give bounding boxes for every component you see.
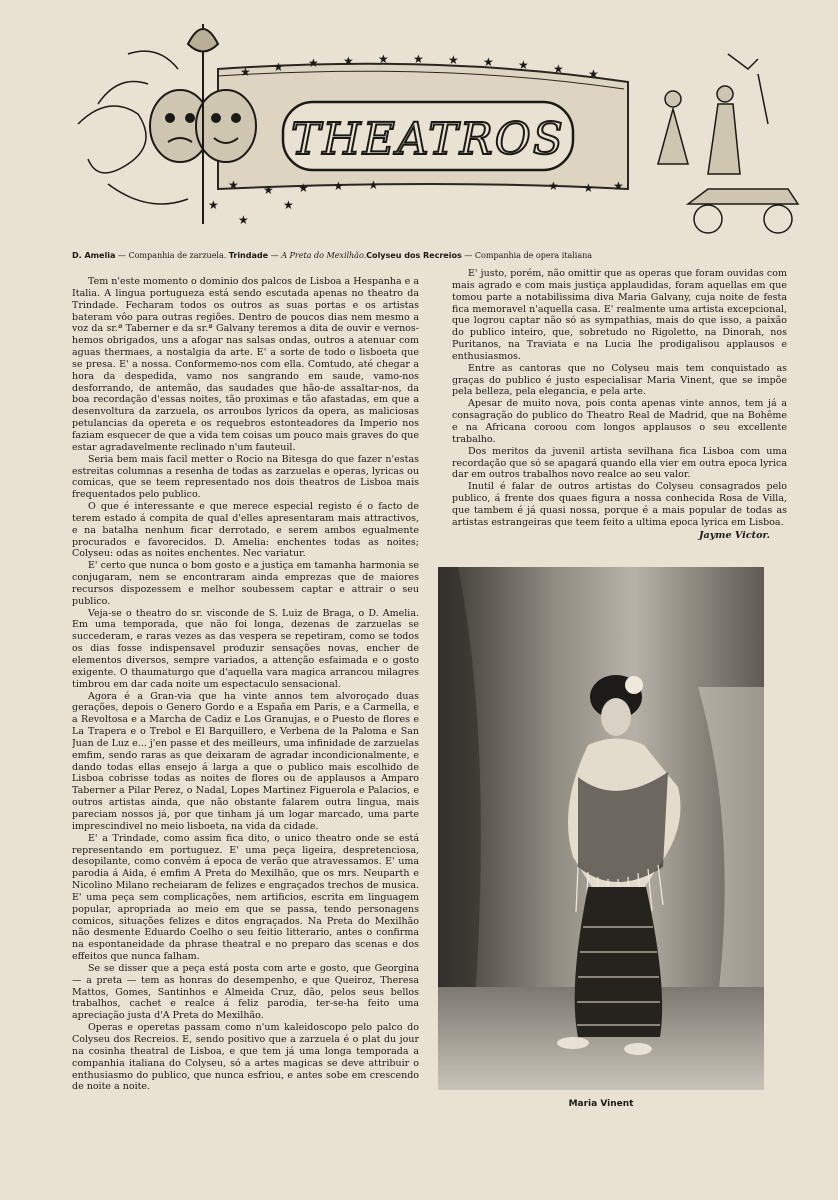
subhead-colyseu: Colyseu dos Recreios [366, 250, 462, 260]
article-paragraph: Operas e operetas passam como n'um kaleidoscopo pelo palco do Colyseu dos Recreios. E, sendo positivo que a zarzuela é o plat du jour na cosinha theatral de Lisboa, e que tem já uma longa temporada a companhia italiana do Colyseu, só a artes magicas se deve attribuir o enthusiasmo do publico, que nunca esfriou, e antes sobe em crescendo de noite a noite. [72, 1022, 419, 1093]
article-paragraph: Agora é a Gran-via que ha vinte annos tem alvoroçado duas gerações, depois o Genero Gordo e a España em Paris, e a Carmella, e a Revoltosa e a Marcha de Cadiz e Los Granujas, e o Puesto de flores e La Trapera e o Trebol e El Barquillero, e Verbena de la Paloma e San Juan de Luz e... j'en passe et des meilleurs, uma infinidade de zarzuelas emfim, sendo raras as que deixaram de agradar incondicionalmente, e dando todas ellas ensejo á larga a que o publico mais escolhido de Lisboa cobrisse todas as noites de flores ou de applausos a Amparo Taberner a Pilar Perez, o Nadal, Lopes Martinez Figuerola e Palacios, e outros artistas ainda, que não obstante falarem outra lingua, mais pareciam nossos já, por que tinham já um logar marcado, uma parte imprescindivel no meio lisboeta, na vida da cidade. [72, 690, 419, 832]
svg-text:★: ★ [238, 213, 249, 227]
svg-text:★: ★ [413, 52, 424, 66]
article-paragraph: E' justo, porém, não omittir que as operas que foram ouvidas com mais agrado e com mais justiça applaudidas, foram aquellas em que tomou parte a notabilissima diva Maria Galvany, cuja noite de festa fica memoravel n'aquella casa. E' realmente uma artista excepcional, que logrou captar não só as sympathias, mais do que isso, a paixão do publico inteiro, que, sobretudo no Rigoletto, na Dinorah, nos Puritanos, na Traviata e na Lucia lhe prodigalisou applausos e enthusiasmos. [452, 268, 787, 362]
svg-text:★: ★ [308, 56, 319, 70]
article-paragraph: E' certo que nunca o bom gosto e a justiça em tamanha harmonia se conjugaram, nem se encontraram ainda emprezas que de maiores recursos dispozessem e melhor soubessem captar e attrair o seu publico. [72, 560, 419, 607]
masthead-title: THEATROS [291, 114, 565, 165]
svg-text:★: ★ [240, 65, 251, 79]
article-right-column [452, 268, 787, 544]
svg-text:★: ★ [483, 55, 494, 69]
article-paragraph: E' a Trindade, como assim fica dito, o unico theatro onde se está representando em portuguez. E' uma peça ligeira, despretenciosa, desopilante, como convém á epoca de verão que atravessamos. E' uma parodia á Aida, é emfim A Preta do Mexilhão, que os mrs. Neuparth e Nicolino Milano recheiaram de felizes e engraçados trechos de musica. E' uma peça sem complicações, nem artificios, escrita em linguagem popular, apropriada ao meio em que se passa, tendo personagens comicos, situações felizes e ditos engraçados. Na Preta do Mexilhão não desmente Eduardo Coelho o seu feitio litterario, antes o confirma na espontaneidade da phrase theatral e no preparo das scenas e dos effeitos que nunca falham. [72, 832, 419, 963]
svg-text:★: ★ [208, 198, 219, 212]
svg-text:★: ★ [283, 198, 294, 212]
svg-text:★: ★ [368, 178, 379, 192]
subhead-d-amelia: D. Amelia [72, 250, 116, 260]
svg-text:★: ★ [518, 58, 529, 72]
article-left-column [72, 276, 419, 1176]
subhead-trindade: Trindade [228, 250, 269, 260]
svg-text:★: ★ [333, 179, 344, 193]
article-paragraph: Entre as cantoras que no Colyseu mais tem conquistado as graças do publico é justo especialisar Maria Vinent, que se impõe pela belleza, pela elegancia, e pela arte. [452, 362, 787, 398]
photo-caption: Maria Vinent [568, 1099, 634, 1109]
subhead-colyseu-desc: — Companhia de opera italiana [461, 250, 593, 260]
svg-text:★: ★ [378, 52, 389, 66]
article-paragraph: Dos meritos da juvenil artista sevilhana fica Lisboa com uma recordação que só se apagará quando ella vier em outra epoca lyrica dar em outros trabalhos novo realce ao seu valor. [452, 445, 787, 481]
svg-text:★: ★ [613, 179, 624, 193]
subhead-trindade-play: A Preta do Mexilhão. [281, 250, 367, 260]
author-signature: Jayme Victor. [698, 530, 770, 541]
svg-text:★: ★ [548, 179, 559, 193]
article-paragraph: Veja-se o theatro do sr. visconde de S. Luiz de Braga, o D. Amelia. Em uma temporada, que não foi longa, dezenas de zarzuelas se succederam, e raras vezes as das vespera se repetiram, como se todos os dias fosse indispensavel produzir sensações novas, encher de elementos diversos, sempre variados, a attenção esfaimada e o gosto exigente. O thaumaturgo que d'aquella vara magica arrancou milagres timbrou em dar cada noite um espectaculo sensacional. [72, 607, 419, 690]
svg-text:★: ★ [583, 181, 594, 195]
svg-text:★: ★ [273, 60, 284, 74]
portrait-photograph [438, 567, 764, 1090]
svg-text:★: ★ [343, 54, 354, 68]
masthead-illustration [68, 14, 808, 246]
svg-text:★: ★ [263, 183, 274, 197]
article-paragraph: Apesar de muito nova, pois conta apenas vinte annos, tem já a consagração do publico do Theatro Real de Madrid, que na Bohême e na Africana coroou com longos applausos o seu excellente trabalho. [452, 398, 787, 445]
svg-text:★: ★ [553, 62, 564, 76]
article-paragraph: Tem n'este momento o dominio dos palcos de Lisboa a Hespanha e a Italia. A lingua portugueza está sendo escutada apenas no theatro da Trindade. Fecharam todos os outros as suas portas e os artistas bateram vôo para outras regiões. Dentro de poucos dias nem mesmo a voz da sr.ª Taberner e da sr.ª Galvany teremos a dita de ouvir e vernos-hemos obrigados, uns a afogar nas salsas ondas, outros a atenuar com aguas thermaes, a nostalgia da arte. E' a sorte de todo o lisboeta que se presa. E' a nossa. Conformemo-nos com ella. Comtudo, até chegar a hora da despedida, vamo nos sangrando em saude, vamo-nos desforrando, de antemão, das saudades que hão-de assaltar-nos, da boa recordação d'essas noites, tão proximas e tão afastadas, em que a desenvoltura da zarzuela, os arroubos lyricos da opera, as maliciosas petulancias da opereta e os requebros estonteadores da Imperio nos faziam esquecer de que a vida tem coisas um pouco mais graves do que estar agradavelmente reclinado n'um fauteuil. [72, 276, 419, 453]
subhead-d-amelia-desc: — Companhia de zarzuela. [115, 250, 229, 260]
svg-text:★: ★ [588, 67, 599, 81]
section-subheadings [72, 250, 802, 264]
svg-text:★: ★ [228, 178, 239, 192]
article-paragraph: Seria bem mais facil metter o Rocio na Bitesga do que fazer n'estas estreitas columnas a resenha de todas as zarzuelas e operas, lyricas ou comicas, que se teem representado nos dois theatros de Lisboa mais frequentados pelo publico. [72, 453, 419, 501]
svg-text:★: ★ [298, 181, 309, 195]
subhead-dash: — [268, 250, 282, 260]
article-paragraph: O que é interessante e que merece especial registo é o facto de terem estado á compita de qual d'elles apresentaram mais attractivos, e na batalha nenhum ficar derrotado, e serem ambos egualmente procurados e favorecidos. D. Amelia: enchentes todas as noites; Colyseu: odas as noites enchentes. Nec variatur. [72, 501, 419, 560]
article-paragraph: Se se disser que a peça está posta com arte e gosto, que Georgina — a preta — tem as honras do desempenho, e que Queiroz, Theresa Mattos, Gomes, Santinhos e Almeida Cruz, dão, pelos seus bellos trabalhos, cachet e realce á feliz parodia, ter-se-ha feito uma apreciação justa d'A Preta do Mexilhão. [72, 962, 419, 1022]
svg-text:★: ★ [448, 53, 459, 67]
article-paragraph: Inutil é falar de outros artistas do Colyseu consagrados pelo publico, á frente dos quaes figura a nossa conhecida Rosa de Villa, que tambem é já quasi nossa, porque é a mais popular de todas as artistas estrangeiras que teem feito a ultima epoca lyrica em Lisboa. [452, 481, 787, 528]
